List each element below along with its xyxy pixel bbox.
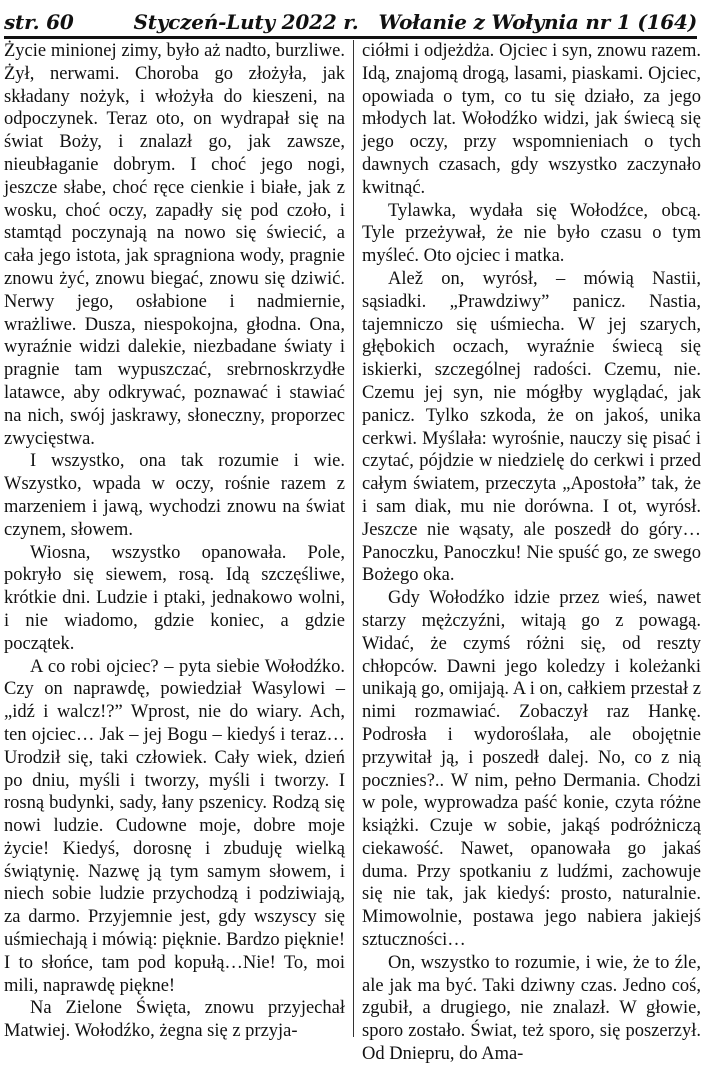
article-body bbox=[4, 40, 701, 1065]
paragraph: Wiosna, wszystko opanowała. Pole, pokryło się siewem, rosą. Idą szczęśliwe, krótkie dni. Ludzie i ptaki, jednakowo wolni, i nie wiadomo, gdzie koniec, a gdzie początek. bbox=[4, 542, 345, 654]
paragraph: A co robi ojciec? – pyta siebie Wołodźko. Czy on naprawdę, powiedział Wasylowi – „idź i walcz!?” Wprost, nie do wiary. Ach, ten ojciec… Jak – jej Bogu – kiedyś i teraz… Urodził się, taki człowiek. Cały wiek, dzień po dniu, myśli i tworzy, myśli i tworzy. I rosną budynki, sady, łany pszenicy. Rodzą się nowi ludzie. Cudowne moje, dobre moje życie! Kiedyś, dorosnę i zbuduję wielką świątynię. Nazwę ją tym samym słowem, i niech sobie ludzie przychodzą i podziwiają, za darmo. Przyjemnie jest, gdy wszyscy się uśmiechają i mówią: pięknie. Bardzo pięknie! I to słońce, tam pod kopułą…Nie! To, moi mili, naprawdę piękne! bbox=[4, 656, 345, 996]
paragraph: I wszystko, ona tak rozumie i wie. Wszystko, wpada w oczy, rośnie razem z marzeniem i jawą, wychodzi znowu na świat czynem, słowem. bbox=[4, 451, 345, 540]
paragraph: Alež on, wyrósł, – mówią Nastii, sąsiadki. „Prawdziwy” panicz. Nastia, tajemniczo się uśmiecha. W jej szarych, głębokich oczach, wyraźnie świecą się iskierki, szczególnej radości. Czemu, nie. Czemu jej syn, nie mógłby wyglądać, jak panicz. Tylko szkoda, że on jakoś, unika cerkwi. Myślała: wyrośnie, nauczy się pisać i czytać, pójdzie w niedzielę do cerkwi i przed całym światem, przeczyta „Apostoła” tak, że i sam diak, mu nie dorówna. I ot, wyrósł. Jeszcze nie wąsaty, ale poszedł do góry… Panoczku, Panoczku! Nie spuść go, ze swego Bożego oka. bbox=[362, 268, 701, 586]
publication-title: Wołanie z Wołynia nr 1 (164) bbox=[378, 10, 697, 34]
right-column bbox=[362, 40, 701, 1065]
paragraph: Gdy Wołodźko idzie przez wieś, nawet starzy mężczyźni, witają go z powagą. Widać, że czymś różni się, od reszty chłopców. Dawni jego koledzy i koleżanki unikają go, omijają. A i on, całkiem przestał z nimi rozmawiać. Zobaczył raz Hankę. Podrosła i wydoroślała, ale obojętnie przywitał ją, i poszedł dalej. No, co z nią pocznies?.. W nim, pełno Dermania. Chodzi w pole, wyprowadza paść konie, czyta różne książki. Czuje w sobie, jakąś podróżniczą ciekawość. Nawet, opanowała go jakaś duma. Przy spotkaniu z ludźmi, zachowuje się nie tak, jak kiedyś: prosto, naturalnie. Mimowolnie, postawa jego nabiera jakiejś sztuczności… bbox=[362, 588, 701, 951]
paragraph: On, wszystko to rozumie, i wie, że to źle, ale jak ma być. Taki dziwny czas. Jedno coś, zgubił, a drugiego, nie znalazł. W głowie, sporo zostało. Świat, też sporo, się poszerzył. Od Dniepru, do Ama- bbox=[362, 952, 701, 1065]
page-header bbox=[4, 0, 697, 34]
page-number: str. 60 bbox=[4, 10, 74, 34]
column-divider bbox=[353, 40, 354, 1037]
paragraph: Tylawka, wydała się Wołodźce, obcą. Tyle przeżywał, że nie było czasu o tym myśleć. Oto ojciec i matka. bbox=[362, 200, 701, 267]
paragraph: Na Zielone Święta, znowu przyjechał Matwiej. Wołodźko, żegna się z przyja- bbox=[4, 998, 345, 1042]
issue-date: Styczeń-Luty 2022 r. bbox=[133, 10, 359, 34]
left-column bbox=[4, 40, 345, 1042]
header-rule bbox=[4, 36, 697, 39]
paragraph: Życie minionej zimy, było aż nadto, burzliwe. Żył, nerwami. Choroba go złożyła, jak składany nożyk, i włożyła do kieszeni, na odpoczynek. Teraz oto, on wydrapał się na świat Boży, i znalazł go, jak zawsze, nieubłaganie dobrym. I choć jego nogi, jeszcze słabe, choć ręce cienkie i białe, jak z wosku, choć oczy, zapadły się pod czoło, i stamtąd poczynają na nowo się świecić, a cała jego istota, jak spragniona wody, pragnie znowu żyć, znowu biegać, znowu się dziwić. Nerwy jego, osłabione i nadmiernie, wrażliwe. Dusza, niespokojna, głodna. Ona, wyraźnie widzi dalekie, niezbadane światy i pragnie tam wypuszczać, srebrnoskrzydłe latawce, aby odkrywać, poznawać i stawiać na nich, swój jaskrawy, słoneczny, proporzec zwycięstwa. bbox=[4, 41, 345, 449]
paragraph: ciółmi i odjeżdża. Ojciec i syn, znowu razem. Idą, znajomą drogą, lasami, piaskami. Ojciec, opowiada o tym, co tu się działo, za jego młodych lat. Wołodźko widzi, jak świecą się jego oczy, przy wspomnieniach o tych dawnych czasach, gdy wszystko zaczynało kwitnąć. bbox=[362, 41, 701, 198]
